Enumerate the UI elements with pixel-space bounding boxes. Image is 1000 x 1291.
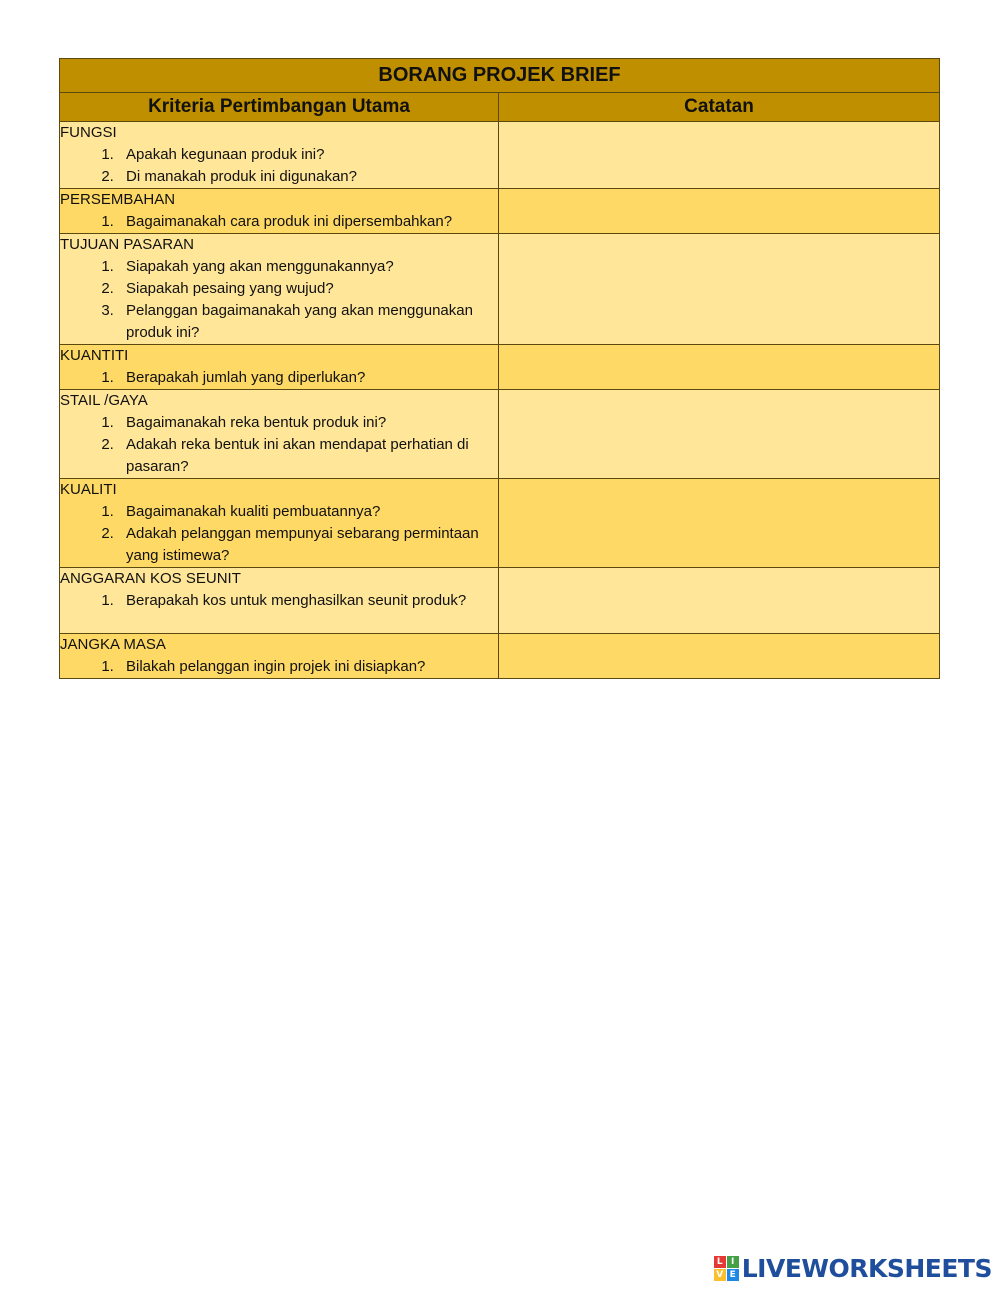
- criteria-question-list: [60, 656, 498, 678]
- criteria-cell: [60, 189, 499, 234]
- criteria-cell: [60, 122, 499, 189]
- criteria-question-list: [60, 590, 498, 612]
- criteria-question: 1. Apakah kegunaan produk ini?: [118, 144, 498, 166]
- notes-cell[interactable]: [499, 122, 940, 189]
- logo-block-i: I: [727, 1256, 739, 1268]
- criteria-heading: TUJUAN PASARAN: [60, 236, 194, 253]
- column-header-notes: Catatan: [499, 93, 940, 122]
- criteria-cell: [60, 345, 499, 390]
- criteria-question: 2. Di manakah produk ini digunakan?: [118, 166, 498, 188]
- criteria-row: [60, 234, 940, 345]
- criteria-question: 2. Adakah pelanggan mempunyai sebarang permintaan yang istimewa?: [118, 523, 498, 567]
- logo-blocks-icon: [714, 1256, 739, 1281]
- criteria-question: 2. Siapakah pesaing yang wujud?: [118, 278, 498, 300]
- criteria-heading: ANGGARAN KOS SEUNIT: [60, 570, 241, 587]
- form-title: BORANG PROJEK BRIEF: [60, 59, 940, 93]
- notes-cell[interactable]: [499, 345, 940, 390]
- criteria-row: [60, 390, 940, 479]
- criteria-question-list: [60, 256, 498, 344]
- criteria-cell: [60, 479, 499, 568]
- criteria-heading: PERSEMBAHAN: [60, 191, 176, 208]
- criteria-heading: KUANTITI: [60, 347, 129, 364]
- criteria-cell: [60, 390, 499, 479]
- criteria-question-list: [60, 211, 498, 233]
- logo-block-l: L: [714, 1256, 726, 1268]
- criteria-question: 1. Bagaimanakah cara produk ini dipersembahkan?: [118, 211, 498, 233]
- criteria-question: 1. Bagaimanakah reka bentuk produk ini?: [118, 412, 498, 434]
- criteria-question-list: [60, 367, 498, 389]
- criteria-row: [60, 479, 940, 568]
- notes-cell[interactable]: [499, 479, 940, 568]
- criteria-heading: STAIL /GAYA: [60, 392, 148, 409]
- criteria-heading: FUNGSI: [60, 124, 117, 141]
- criteria-cell: [60, 234, 499, 345]
- criteria-question: 1. Berapakah jumlah yang diperlukan?: [118, 367, 498, 389]
- notes-cell[interactable]: [499, 634, 940, 679]
- criteria-question-list: [60, 144, 498, 188]
- criteria-question-list: [60, 501, 498, 567]
- project-brief-table: [59, 58, 940, 679]
- criteria-cell: [60, 634, 499, 679]
- logo-block-v: V: [714, 1269, 726, 1281]
- notes-cell[interactable]: [499, 390, 940, 479]
- criteria-question: 1. Bagaimanakah kualiti pembuatannya?: [118, 501, 498, 523]
- criteria-row: [60, 568, 940, 634]
- column-header-criteria: Kriteria Pertimbangan Utama: [60, 93, 499, 122]
- criteria-row: [60, 189, 940, 234]
- liveworksheets-logo: [714, 1253, 992, 1283]
- criteria-row: [60, 122, 940, 189]
- criteria-row: [60, 345, 940, 390]
- criteria-heading: KUALITI: [60, 481, 117, 498]
- criteria-heading: JANGKA MASA: [60, 636, 166, 653]
- notes-cell[interactable]: [499, 234, 940, 345]
- criteria-question: 3. Pelanggan bagaimanakah yang akan menggunakan produk ini?: [118, 300, 498, 344]
- criteria-question: 1. Berapakah kos untuk menghasilkan seunit produk?: [118, 590, 498, 612]
- criteria-question: 1. Bilakah pelanggan ingin projek ini disiapkan?: [118, 656, 498, 678]
- criteria-question: 2. Adakah reka bentuk ini akan mendapat perhatian di pasaran?: [118, 434, 498, 478]
- notes-cell[interactable]: [499, 568, 940, 634]
- logo-block-e: E: [727, 1269, 739, 1281]
- criteria-rows: [60, 122, 940, 679]
- criteria-row: [60, 634, 940, 679]
- criteria-question-list: [60, 412, 498, 478]
- notes-cell[interactable]: [499, 189, 940, 234]
- criteria-question: 1. Siapakah yang akan menggunakannya?: [118, 256, 498, 278]
- criteria-cell: [60, 568, 499, 634]
- brand-name: LIVEWORKSHEETS: [741, 1253, 992, 1283]
